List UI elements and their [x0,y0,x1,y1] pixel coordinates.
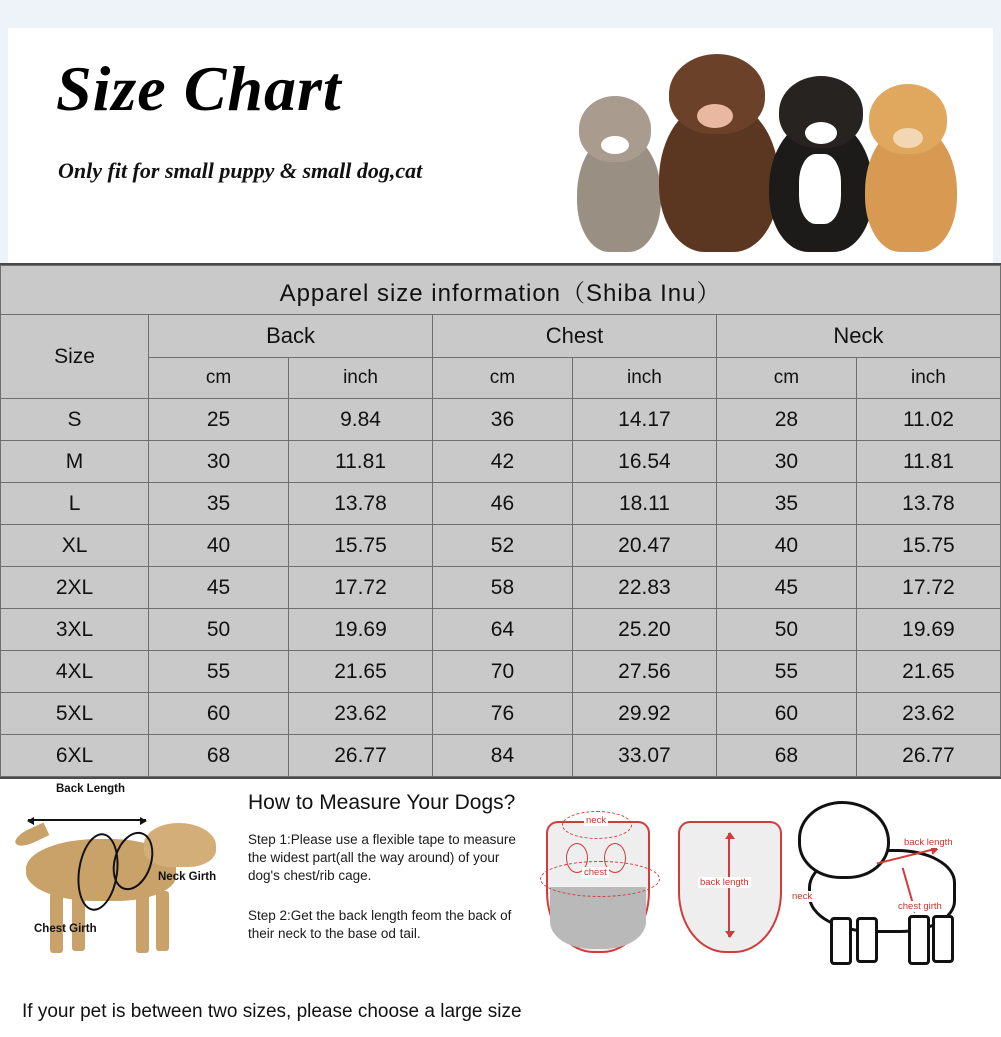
cell-chest-inch: 27.56 [572,651,716,693]
kitten-grey-head [579,96,651,162]
cell-chest-inch: 18.11 [572,483,716,525]
cell-back-cm: 45 [149,567,289,609]
cell-back-inch: 11.81 [289,441,433,483]
cell-back-inch: 9.84 [289,399,433,441]
cell-back-cm: 40 [149,525,289,567]
cell-neck-cm: 55 [716,651,856,693]
kitten-orange-head [869,84,947,154]
banner-inner [8,28,993,263]
size-table-body [1,399,1001,777]
cell-back-cm: 60 [149,693,289,735]
cell-chest-inch: 29.92 [572,693,716,735]
table-row [1,693,1001,735]
size-table [0,265,1001,777]
header-back-inch: inch [289,358,433,399]
cell-back-inch: 13.78 [289,483,433,525]
cell-neck-inch: 23.62 [856,693,1000,735]
table-row [1,567,1001,609]
cell-chest-inch: 33.07 [572,735,716,777]
cell-chest-inch: 22.83 [572,567,716,609]
label-chest-girth: Chest Girth [34,923,97,935]
tag-back-length: back length [700,877,749,888]
bottom-note: If your pet is between two sizes, please choose a large size [22,1001,522,1022]
cell-neck-cm: 40 [716,525,856,567]
cell-neck-inch: 19.69 [856,609,1000,651]
cell-back-cm: 30 [149,441,289,483]
cell-size: 2XL [1,567,149,609]
table-row [1,399,1001,441]
header-neck: Neck [716,315,1000,358]
tag-line-back-length: back length [904,837,953,848]
label-neck-girth: Neck Girth [158,871,217,883]
cell-back-inch: 21.65 [289,651,433,693]
cell-chest-inch: 16.54 [572,441,716,483]
header-neck-inch: inch [856,358,1000,399]
dog-tail [13,822,50,849]
header-back: Back [149,315,433,358]
garment-front-diagram [540,805,660,965]
line-dog-leg [830,917,852,965]
banner-subtitle: Only fit for small puppy & small dog,cat [58,158,423,183]
line-dog-leg [856,917,878,963]
puppy-black-head [779,76,863,148]
cell-chest-cm: 64 [433,609,573,651]
dog-head [144,823,216,867]
cell-back-inch: 15.75 [289,525,433,567]
cell-neck-inch: 26.77 [856,735,1000,777]
cell-neck-inch: 17.72 [856,567,1000,609]
measure-dog-illustration [6,785,224,967]
cell-neck-inch: 11.02 [856,399,1000,441]
line-dog-leg [932,915,954,963]
cell-chest-cm: 36 [433,399,573,441]
cell-size: 6XL [1,735,149,777]
line-dog-leg [908,915,930,965]
cell-size: M [1,441,149,483]
line-art-dog-diagram [790,793,986,971]
cell-size: 3XL [1,609,149,651]
cell-back-inch: 23.62 [289,693,433,735]
cell-chest-cm: 42 [433,441,573,483]
tag-neck: neck [586,815,607,826]
how-to-measure-section [0,779,1001,1037]
cell-chest-inch: 14.17 [572,399,716,441]
cell-neck-cm: 28 [716,399,856,441]
table-row [1,735,1001,777]
cell-chest-cm: 84 [433,735,573,777]
label-back-length: Back Length [56,783,126,795]
table-title: Apparel size information（Shiba Inu） [1,266,1001,315]
cell-size: L [1,483,149,525]
cell-chest-cm: 46 [433,483,573,525]
tag-line-chest-girth: chest girth [898,901,942,912]
cell-back-cm: 55 [149,651,289,693]
cell-neck-cm: 50 [716,609,856,651]
cell-chest-cm: 76 [433,693,573,735]
header-neck-cm: cm [716,358,856,399]
cell-size: 4XL [1,651,149,693]
measure-step-1: Step 1:Please use a flexible tape to measure the widest part(all the way around) of your dog's chest/rib cage. [248,832,516,883]
cell-neck-cm: 35 [716,483,856,525]
pets-photo [573,36,963,258]
line-dog-head [798,801,890,879]
cell-back-cm: 68 [149,735,289,777]
puppy-brown-head [669,54,765,134]
cell-chest-cm: 70 [433,651,573,693]
header-back-cm: cm [149,358,289,399]
measure-step-2: Step 2:Get the back length feom the back of their neck to the base od tail. [248,908,512,941]
cell-chest-cm: 58 [433,567,573,609]
garment-back-diagram [672,805,784,965]
tag-chest: chest [584,867,607,878]
cell-neck-inch: 15.75 [856,525,1000,567]
how-to-measure-title: How to Measure Your Dogs? [248,791,516,814]
cell-chest-cm: 52 [433,525,573,567]
table-row [1,651,1001,693]
cell-back-cm: 35 [149,483,289,525]
header-chest: Chest [433,315,717,358]
cell-neck-cm: 30 [716,441,856,483]
size-table-wrap [0,263,1001,779]
dog-leg [156,891,169,951]
cell-neck-inch: 11.81 [856,441,1000,483]
cell-back-inch: 17.72 [289,567,433,609]
page-title: Size Chart [56,53,342,124]
cell-chest-inch: 20.47 [572,525,716,567]
cell-back-cm: 50 [149,609,289,651]
header-banner [0,0,1001,263]
cell-back-cm: 25 [149,399,289,441]
cell-neck-cm: 45 [716,567,856,609]
cell-size: 5XL [1,693,149,735]
table-row [1,525,1001,567]
cell-size: S [1,399,149,441]
back-length-arrow [28,819,146,821]
header-chest-inch: inch [572,358,716,399]
cell-back-inch: 26.77 [289,735,433,777]
cell-neck-inch: 13.78 [856,483,1000,525]
header-chest-cm: cm [433,358,573,399]
cell-neck-cm: 68 [716,735,856,777]
cell-neck-inch: 21.65 [856,651,1000,693]
cell-back-inch: 19.69 [289,609,433,651]
cell-chest-inch: 25.20 [572,609,716,651]
table-row [1,609,1001,651]
tag-line-neck: neck [792,891,813,902]
table-row [1,441,1001,483]
cell-size: XL [1,525,149,567]
table-row [1,483,1001,525]
header-size: Size [1,315,149,399]
cell-neck-cm: 60 [716,693,856,735]
dog-leg [136,891,149,953]
